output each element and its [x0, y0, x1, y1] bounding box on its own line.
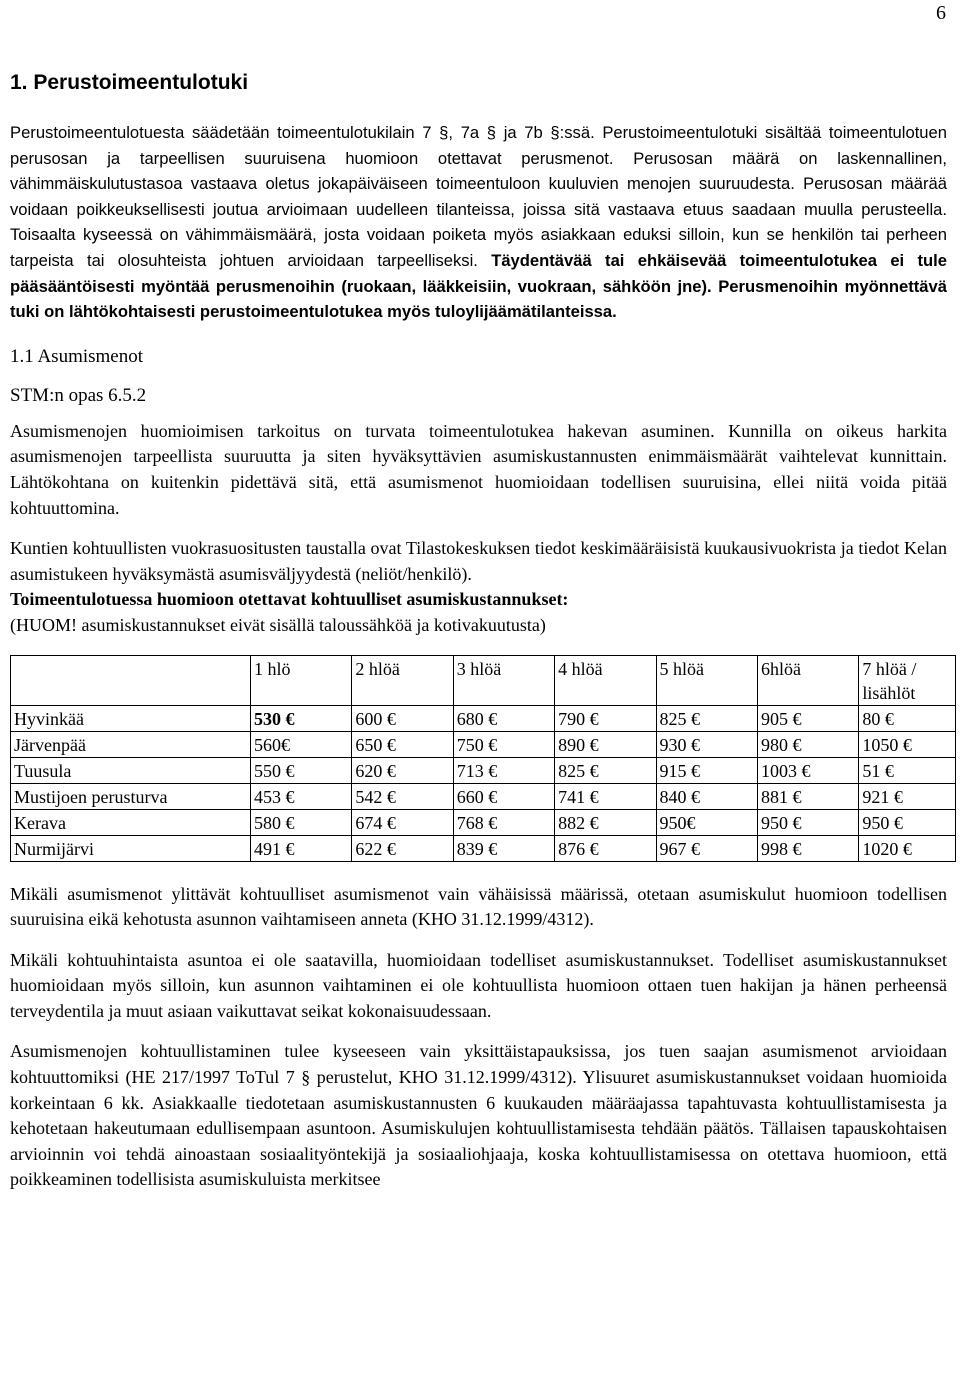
municipality-cell: Järvenpää [11, 731, 251, 757]
rent-value-cell: 620 € [352, 757, 453, 783]
page-number: 6 [936, 2, 946, 24]
housing-paragraph-2 [10, 536, 947, 587]
document-body [10, 68, 947, 1193]
rent-value-cell: 915 € [656, 757, 757, 783]
after-table-paragraph-3: Asumismenojen kohtuullistaminen tulee kyseeseen vain yksittäistapauksissa, jos tuen saajan asumismenot arvioidaan kohtuuttomiksi (HE 217/1997 ToTul 7 § perustelut, KHO 31.12.1999/4312). Ylisuuret asumiskustannukset voidaan huomioida korkeintaan 6 kk. Asiakkaalle tiedotetaan asumiskustannusten 6 kuukauden määräajassa tapahtuvasta kohtuullistamisesta ja kehotetaan hakeutumaan edullisempaan asuntoon. Asumiskulujen kohtuullistamisesta tehdään päätös. Tällaisen tapauskohtaisen arvioinnin voi tehdä ainoastaan sosiaalityöntekijä ja sosiaaliohjaaja, koska kohtuullistamisessa on otettava huomioon, että poikkeaminen todellisista asumiskuluista merkitsee [10, 1041, 947, 1190]
housing-paragraph-1: Asumismenojen huomioimisen tarkoitus on turvata toimeentulotukea hakevan asuminen. Kunnilla on oikeus harkita asumismenojen tarpeellista suuruutta ja siten hyväksyttävien asumiskustannusten enimmäismäärät vaihtelevat kunnittain. Lähtökohtana on kuitenkin pidettävä sitä, että asumismenot huomioidaan todellisen suuruisina, ellei niitä voida pitää kohtuuttomina. [10, 420, 947, 518]
rent-value-cell: 80 € [859, 705, 956, 731]
rent-value-cell: 580 € [251, 809, 352, 835]
rent-value-cell: 950 € [757, 809, 858, 835]
rent-value-cell: 825 € [555, 757, 656, 783]
rent-value-cell: 980 € [757, 731, 858, 757]
rent-value-cell: 51 € [859, 757, 956, 783]
table-row [11, 783, 956, 809]
intro-paragraph [10, 120, 947, 325]
table-header-cell: 2 hlöä [352, 655, 453, 705]
municipality-cell: Kerava [11, 809, 251, 835]
table-header-cell: 4 hlöä [555, 655, 656, 705]
municipality-cell: Nurmijärvi [11, 835, 251, 861]
rent-value-cell: 839 € [453, 835, 554, 861]
rent-value-cell: 674 € [352, 809, 453, 835]
rent-value-cell: 453 € [251, 783, 352, 809]
rent-value-cell: 950€ [656, 809, 757, 835]
table-row [11, 835, 956, 861]
table-row [11, 809, 956, 835]
rent-value-cell: 950 € [859, 809, 956, 835]
rent-value-cell: 550 € [251, 757, 352, 783]
rent-value-cell: 790 € [555, 705, 656, 731]
rent-value-cell: 600 € [352, 705, 453, 731]
after-table-paragraph-1: Mikäli asumismenot ylittävät kohtuulliset asumismenot vain vähäisissä määrissä, otetaan asumiskulut huomioon todellisen suuruisina eikä kehotusta asunnon vaihtamiseen anneta (KHO 31.12.1999/4312). [10, 883, 947, 930]
rent-value-cell: 998 € [757, 835, 858, 861]
municipality-cell: Hyvinkää [11, 705, 251, 731]
rent-value-cell: 768 € [453, 809, 554, 835]
table-header-cell: 3 hlöä [453, 655, 554, 705]
rent-value-cell: 1020 € [859, 835, 956, 861]
municipality-cell: Mustijoen perusturva [11, 783, 251, 809]
rent-value-cell: 930 € [656, 731, 757, 757]
after-table-paragraph-2: Mikäli kohtuuhintaista asuntoa ei ole saatavilla, huomioidaan todelliset asumiskustannukset. Todelliset asumiskustannukset huomioidaan myös silloin, kun asunnon vaihtaminen ei ole kohtuullista huomioon ottaen tuen hakijan ja hänen perheensä terveydentila ja muut asiaan vaikuttavat seikat kokonaisuudessaan. [10, 949, 947, 1021]
rent-value-cell: 876 € [555, 835, 656, 861]
table-row [11, 731, 956, 757]
table-header-cell: 7 hlöä / lisählöt [859, 655, 956, 705]
rent-value-cell: 530 € [251, 705, 352, 731]
rent-value-cell: 840 € [656, 783, 757, 809]
rent-value-cell: 491 € [251, 835, 352, 861]
table-header-row [11, 655, 956, 705]
table-header-cell: 5 hlöä [656, 655, 757, 705]
guide-reference: STM:n opas 6.5.2 [10, 384, 147, 406]
housing-costs-note: (HUOM! asumiskustannukset eivät sisällä taloussähköä ja kotivakuutusta) [10, 614, 546, 635]
housing-paragraph-2-text: Kuntien kohtuullisten vuokrasuositusten taustalla ovat Tilastokeskuksen tiedot keskimääräisistä kuukausivuokrista ja tiedot Kelan asumistukeen hyväksymästä asumisväljyydestä (neliöt/henkilö). [10, 538, 947, 584]
rent-value-cell: 967 € [656, 835, 757, 861]
table-header-cell: 6hlöä [757, 655, 858, 705]
rent-value-cell: 713 € [453, 757, 554, 783]
subsection-heading: 1.1 Asumismenot [10, 345, 144, 367]
rent-value-cell: 905 € [757, 705, 858, 731]
table-row [11, 705, 956, 731]
rent-value-cell: 560€ [251, 731, 352, 757]
rent-value-cell: 1050 € [859, 731, 956, 757]
municipality-cell: Tuusula [11, 757, 251, 783]
rent-value-cell: 542 € [352, 783, 453, 809]
rent-value-cell: 650 € [352, 731, 453, 757]
table-header-cell: 1 hlö [251, 655, 352, 705]
table-body [11, 705, 956, 861]
rent-value-cell: 890 € [555, 731, 656, 757]
rent-value-cell: 622 € [352, 835, 453, 861]
rent-value-cell: 660 € [453, 783, 554, 809]
section-title: 1. Perustoimeentulotuki [10, 71, 249, 94]
table-header-cell [11, 655, 251, 705]
intro-bold-text: Täydentävää tai ehkäisevää toimeentulotukea ei tule pääsääntöisesti myöntää perusmenoihin (ruokaan, lääkkeisiin, vuokraan, sähköön jne). Perusmenoihin myönnettävä tuki on lähtökohtaisesti perustoimeentulotukea myös tuloylijäämätilanteissa. [10, 250, 947, 322]
rent-value-cell: 1003 € [757, 757, 858, 783]
rent-value-cell: 881 € [757, 783, 858, 809]
rent-value-cell: 750 € [453, 731, 554, 757]
rent-value-cell: 825 € [656, 705, 757, 731]
rent-value-cell: 882 € [555, 809, 656, 835]
rent-value-cell: 741 € [555, 783, 656, 809]
rent-value-cell: 680 € [453, 705, 554, 731]
housing-costs-heading: Toimeentulotuessa huomioon otettavat kohtuulliset asumiskustannukset: [10, 589, 569, 610]
intro-text: Perustoimeentulotuesta säädetään toimeentulotukilain 7 §, 7a § ja 7b §:ssä. Perustoimeentulotuki sisältää toimeentulotuen perusosan ja tarpeellisen suuruisena huomioon otettavat perusmenot. Perusosan määrä on laskennallinen, vähimmäiskulutustasoa vastaava oletus jokapäiväiseen toimeentuloon kuuluvien menojen suuruudesta. Perusosan määrää voidaan poikkeuksellisesti joutua arvioimaan uudelleen tilanteissa, joissa sitä vastaava etuus saadaan muulla perusteella. Toisaalta kyseessä on vähimmäismäärä, josta voidaan poiketa myös asiakkaan eduksi silloin, kun se henkilön tai perheen tarpeista tai olosuhteista johtuen arvioidaan tarpeelliseksi. [10, 123, 947, 270]
rent-value-cell: 921 € [859, 783, 956, 809]
table-row [11, 757, 956, 783]
rent-limits-table [10, 655, 956, 862]
